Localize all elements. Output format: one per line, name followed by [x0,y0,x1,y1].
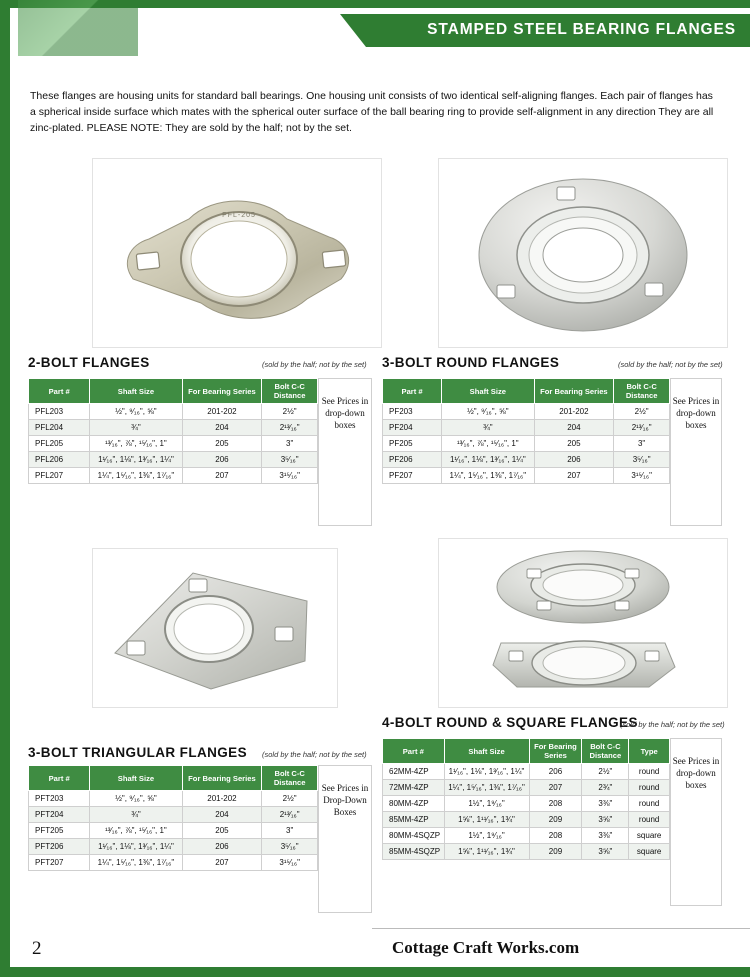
see-prices-box-2-bolt[interactable]: See Prices in drop-down boxes [318,378,372,526]
header-banner [366,14,750,47]
cell-bolt: 3" [614,436,670,452]
col-bolt: Bolt C-C Distance [262,766,318,791]
cell-part: PFT207 [29,855,90,871]
cell-series: 204 [182,807,262,823]
cell-series: 206 [534,452,614,468]
cell-bolt: 3⅜" [582,828,629,844]
3-bolt-triangular-illustration [93,549,337,707]
cell-shaft: 1¼", 1⁵⁄₁₆", 1⅜", 1⁷⁄₁₆" [90,468,182,484]
cell-part: PFT204 [29,807,90,823]
section-note-3-bolt-round: (sold by the half; not by the set) [618,360,723,369]
col-series: For Bearing Series [182,379,262,404]
cell-bolt: 3⁵⁄₁₆" [614,452,670,468]
cell-part: PFL203 [29,404,90,420]
cell-shaft: 1⅝", 1¹¹⁄₁₆", 1¾" [444,844,529,860]
col-type: Type [629,739,670,764]
cell-part: PFL204 [29,420,90,436]
cell-series: 201-202 [534,404,614,420]
cell-shaft: ¹³⁄₁₆", ⅞", ¹⁵⁄₁₆", 1" [442,436,534,452]
cell-series: 206 [529,764,582,780]
cell-part: PF207 [383,468,442,484]
table-row [383,812,670,828]
cell-shaft: 1¹⁄₁₆", 1⅛", 1³⁄₁₆", 1¼" [444,764,529,780]
cell-shaft: ½", ⁹⁄₁₆", ⅝" [442,404,534,420]
corner-decoration [18,0,138,56]
see-prices-box-3-bolt-round[interactable]: See Prices in drop-down boxes [670,378,722,526]
col-shaft: Shaft Size [90,379,182,404]
cell-bolt: 2¹³⁄₁₆" [262,807,318,823]
header-banner-arrow [340,14,366,47]
cell-type: round [629,780,670,796]
cell-bolt: 2¹³⁄₁₆" [614,420,670,436]
table-row [383,796,670,812]
col-series: For Bearing Series [529,739,582,764]
table-row [383,764,670,780]
col-part: Part # [383,739,445,764]
cell-bolt: 2½" [582,764,629,780]
table-row [29,468,318,484]
cell-bolt: 2¾" [582,780,629,796]
table-row [29,452,318,468]
table-row [383,420,670,436]
table-row [383,780,670,796]
cell-shaft: 1¹⁄₁₆", 1⅛", 1³⁄₁₆", 1¼" [442,452,534,468]
photo-part-stamp: PFL-205 [222,212,256,219]
cell-part: PFT205 [29,823,90,839]
cell-bolt: 3" [262,436,318,452]
see-prices-box-3-bolt-triangular[interactable]: See Prices in Drop-Down Boxes [318,765,372,913]
table-3-bolt-round-flanges [382,378,670,484]
cell-part: PFT206 [29,839,90,855]
cell-bolt: 3" [262,823,318,839]
cell-series: 206 [182,839,262,855]
table-row [29,436,318,452]
section-note-3-bolt-triangular: (sold by the half; not by the set) [262,750,367,759]
table-row [29,823,318,839]
left-border-inner-white [10,0,18,977]
cell-bolt: 3¹⁵⁄₁₆" [262,855,318,871]
cell-type: square [629,844,670,860]
table-row [383,404,670,420]
photo-3-bolt-triangular-flange [92,548,338,708]
table-row [383,468,670,484]
cell-shaft: ¹³⁄₁₆", ⅞", ¹⁵⁄₁₆", 1" [90,823,182,839]
table-header-row [383,739,670,764]
cell-part: PFL206 [29,452,90,468]
photo-4-bolt-flanges [438,538,728,708]
cell-series: 207 [529,780,582,796]
col-bolt: Bolt C-C Distance [582,739,629,764]
table-row [29,791,318,807]
table-3-bolt-triangular-flanges [28,765,318,871]
section-note-4-bolt: (sold by the half; not by the set) [620,720,725,729]
cell-part: PFL205 [29,436,90,452]
table-row [383,436,670,452]
see-prices-box-4-bolt[interactable]: See Prices in drop-down boxes [670,738,722,906]
cell-part: PF205 [383,436,442,452]
intro-paragraph: These flanges are housing units for standard ball bearings. One housing unit consists of two identical self-aligning flanges. Each pair of flanges has a spherical inside surface which mates with the spherical outer surface of the ball bearing ring to provide self-alignment in any direction They are all zinc-plated. PLEASE NOTE: They are sold by the half; not by the set. [30,90,714,134]
cell-shaft: 1½", 1⁹⁄₁₆" [444,796,529,812]
cell-part: 62MM-4ZP [383,764,445,780]
cell-series: 201-202 [182,791,262,807]
cell-part: 72MM-4ZP [383,780,445,796]
cell-bolt: 3⁵⁄₁₆" [262,452,318,468]
cell-part: PFL207 [29,468,90,484]
col-series: For Bearing Series [182,766,262,791]
3-bolt-round-illustration [439,159,727,347]
cell-series: 205 [182,436,262,452]
cell-bolt: 3⅜" [582,796,629,812]
page-number: 2 [32,938,42,959]
cell-part: 80MM-4SQZP [383,828,445,844]
cell-part: PF204 [383,420,442,436]
cell-series: 205 [182,823,262,839]
cell-series: 209 [529,844,582,860]
cell-bolt: 2½" [614,404,670,420]
table-row [383,828,670,844]
table-row [29,807,318,823]
cell-bolt: 3⅝" [582,812,629,828]
table-row [29,839,318,855]
col-shaft: Shaft Size [90,766,182,791]
section-title-3-bolt-round: 3-BOLT ROUND FLANGES [382,355,560,370]
cell-part: 85MM-4SQZP [383,844,445,860]
table-row [383,844,670,860]
table-row [29,855,318,871]
section-title-4-bolt: 4-BOLT ROUND & SQUARE FLANGES [382,715,638,730]
col-part: Part # [29,766,90,791]
table-row [383,452,670,468]
photo-3-bolt-round-flange [438,158,728,348]
cell-shaft: ½", ⁹⁄₁₆", ⅝" [90,791,182,807]
table-header-row [383,379,670,404]
cell-series: 201-202 [182,404,262,420]
cell-series: 208 [529,796,582,812]
cell-type: round [629,764,670,780]
cell-bolt: 2¹³⁄₁₆" [262,420,318,436]
cell-part: PF203 [383,404,442,420]
section-note-2-bolt: (sold by the half; not by the set) [262,360,367,369]
cell-bolt: 3⅝" [582,844,629,860]
col-part: Part # [383,379,442,404]
cell-series: 204 [534,420,614,436]
photo-2-bolt-flange [92,158,382,348]
cell-shaft: 1¹⁄₁₆", 1⅛", 1³⁄₁₆", 1¼" [90,452,182,468]
2-bolt-flange-illustration [93,159,381,347]
col-part: Part # [29,379,90,404]
cell-bolt: 2½" [262,404,318,420]
col-bolt: Bolt C-C Distance [614,379,670,404]
cell-series: 204 [182,420,262,436]
cell-shaft: 1⅝", 1¹¹⁄₁₆", 1¾" [444,812,529,828]
page-title: STAMPED STEEL BEARING FLANGES [427,21,736,38]
table-header-row [29,766,318,791]
cell-series: 208 [529,828,582,844]
col-bolt: Bolt C-C Distance [262,379,318,404]
cell-part: 85MM-4ZP [383,812,445,828]
cell-bolt: 3¹⁵⁄₁₆" [614,468,670,484]
4-bolt-flange-illustration [439,539,727,707]
cell-shaft: 1¼", 1⁵⁄₁₆", 1⅜", 1⁷⁄₁₆" [442,468,534,484]
cell-series: 207 [534,468,614,484]
cell-shaft: 1¼", 1⁵⁄₁₆", 1⅜", 1⁷⁄₁₆" [444,780,529,796]
cell-shaft: ¹³⁄₁₆", ⅞", ¹⁵⁄₁₆", 1" [90,436,182,452]
cell-type: round [629,812,670,828]
cell-shaft: ¾" [90,807,182,823]
cell-bolt: 3¹⁵⁄₁₆" [262,468,318,484]
cell-shaft: ¾" [90,420,182,436]
footer-brand: Cottage Craft Works.com [392,938,580,957]
col-shaft: Shaft Size [444,739,529,764]
cell-part: PF206 [383,452,442,468]
cell-series: 207 [182,855,262,871]
cell-type: square [629,828,670,844]
cell-shaft: 1¹⁄₁₆", 1⅛", 1³⁄₁₆", 1¼" [90,839,182,855]
col-series: For Bearing Series [534,379,614,404]
cell-series: 209 [529,812,582,828]
table-2-bolt-flanges [28,378,318,484]
table-header-row [29,379,318,404]
cell-series: 207 [182,468,262,484]
cell-type: round [629,796,670,812]
cell-shaft: ¾" [442,420,534,436]
cell-bolt: 3⁵⁄₁₆" [262,839,318,855]
table-row [29,420,318,436]
cell-series: 206 [182,452,262,468]
cell-shaft: 1¼", 1⁵⁄₁₆", 1⅜", 1⁷⁄₁₆" [90,855,182,871]
cell-bolt: 2½" [262,791,318,807]
cell-series: 205 [534,436,614,452]
cell-shaft: ½", ⁹⁄₁₆", ⅝" [90,404,182,420]
section-title-2-bolt: 2-BOLT FLANGES [28,355,150,370]
col-shaft: Shaft Size [442,379,534,404]
cell-shaft: 1½", 1⁹⁄₁₆" [444,828,529,844]
section-title-3-bolt-triangular: 3-BOLT TRIANGULAR FLANGES [28,745,247,760]
table-row [29,404,318,420]
cell-part: 80MM-4ZP [383,796,445,812]
cell-part: PFT203 [29,791,90,807]
table-4-bolt-flanges [382,738,670,860]
